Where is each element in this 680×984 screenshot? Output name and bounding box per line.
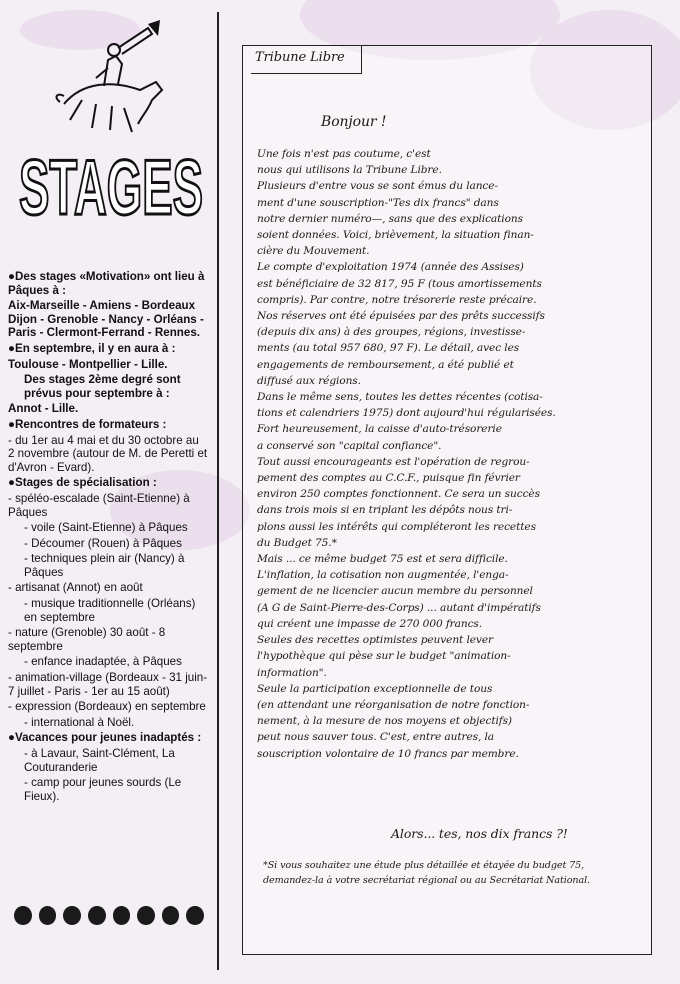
article-line: compris). Par contre, notre trésorerie reste précaire.	[257, 293, 537, 306]
article-line: environ 250 comptes fonctionnent. Ce sera un succès	[257, 488, 540, 501]
stages-list	[8, 270, 208, 805]
article-line: nous qui utilisons la Tribune Libre.	[257, 164, 442, 177]
article-line: souscription volontaire de 10 francs par membre.	[257, 747, 519, 760]
stage-item: - international à Noël.	[24, 715, 135, 729]
dot-icon	[14, 906, 32, 925]
footnote: *Si vous souhaitez une étude plus détaillée et étayée du budget 75, demandez-la à votre secrétariat régional ou au Secrétariat National.	[263, 860, 590, 886]
stage-item: - enfance inadaptée, à Pâques	[24, 655, 182, 669]
title-underline	[251, 73, 361, 74]
article-line: a conservé son "capital confiance".	[257, 439, 442, 452]
svg-text:STAGES: STAGES	[19, 144, 203, 224]
stage-item: Toulouse - Montpellier - Lille.	[8, 357, 168, 371]
article-line: information".	[257, 666, 327, 679]
stage-item: - voile (Saint-Etienne) à Pâques	[24, 521, 188, 535]
stage-item: - du 1er au 4 mai et du 30 octobre au 2 novembre (autour de M. de Peretti et d'Avron - Evard).	[8, 433, 208, 474]
article-line: (A G de Saint-Pierre-des-Corps) ... autant d'impératifs	[257, 601, 541, 614]
dot-icon	[113, 906, 131, 925]
article-line: qui créent une impasse de 270 000 francs.	[257, 617, 483, 630]
section-title: Tribune Libre	[255, 50, 345, 65]
article-line: soient données. Voici, brièvement, la situation finan-	[257, 229, 534, 242]
column-divider	[217, 12, 219, 970]
article-line: Seules des recettes optimistes peuvent lever	[257, 634, 493, 647]
stage-item: - camp pour jeunes sourds (Le Fieux).	[24, 776, 182, 803]
stage-item: - artisanat (Annot) en août	[8, 581, 143, 595]
article-line: Nos réserves ont été épuisées par des prêts successifs	[257, 310, 545, 323]
article-line: (depuis dix ans) à des groupes, régions, investisse-	[257, 326, 526, 339]
stage-item: - animation-village (Bordeaux - 31 juin-7 juillet - Paris - 1er au 15 août)	[8, 671, 208, 698]
dot-icon	[88, 906, 106, 925]
article-line: l'hypothèque qui pèse sur le budget "animation-	[257, 650, 511, 663]
article-line: engagements de remboursement, a été publié et	[257, 358, 514, 371]
article-line: diffusé aux régions.	[257, 374, 361, 387]
stage-item: - nature (Grenoble) 30 août - 8 septembre	[8, 626, 166, 653]
article-line: Une fois n'est pas coutume, c'est	[257, 148, 431, 160]
stage-item: ●Rencontres de formateurs :	[8, 417, 167, 431]
article-line: tions et calendriers 1975) dont aujourd'hui régularisées.	[257, 407, 556, 420]
horseman-trumpet-logo-icon	[52, 12, 167, 142]
article-body	[257, 146, 639, 762]
article-line: Fort heureusement, la caisse d'auto-trésorerie	[257, 423, 502, 436]
dot-icon	[186, 906, 204, 925]
dot-icon	[39, 906, 57, 925]
article-line: du Budget 75.*	[257, 536, 337, 549]
stages-heading	[16, 144, 206, 224]
stage-item: - spéléo-escalade (Saint-Etienne) à Pâques	[8, 491, 190, 519]
article-line: Plusieurs d'entre vous se sont émus du lance-	[257, 180, 498, 193]
article-line: pement des comptes au C.C.F., puisque fin février	[257, 472, 520, 485]
article-line: nement, à la mesure de nos moyens et objectifs)	[257, 715, 512, 728]
article-line: Mais ... ce même budget 75 est et sera difficile.	[257, 553, 508, 566]
stage-item: Annot - Lille.	[8, 402, 79, 416]
dot-icon	[162, 906, 180, 925]
tribune-libre-article	[242, 45, 652, 955]
greeting: Bonjour !	[321, 114, 387, 130]
article-line: Dans le même sens, toutes les dettes récentes (cotisa-	[257, 391, 543, 404]
decorative-dots	[14, 906, 204, 930]
article-line: plons aussi les intérêts qui compléteront les recettes	[257, 520, 536, 533]
article-line: cière du Mouvement.	[257, 245, 370, 258]
article-line: notre dernier numéro—, sans que des explications	[257, 212, 523, 225]
stage-item: - à Lavaur, Saint-Clément, La Couturanderie	[24, 747, 175, 774]
stage-item: - techniques plein air (Nancy) à Pâques	[24, 552, 185, 579]
article-line: Le compte d'exploitation 1974 (année des Assises)	[257, 261, 524, 274]
article-line: Seule la participation exceptionnelle de tous	[257, 682, 493, 695]
article-line: gement de ne licencier aucun membre du personnel	[257, 585, 533, 598]
article-line: ments (au total 957 680, 97 F). Le détail, avec les	[257, 342, 520, 355]
article-line: ment d'une souscription-"Tes dix francs" dans	[257, 196, 499, 209]
stage-item: Des stages 2ème degré sont prévus pour septembre à :	[24, 373, 181, 400]
article-line: L'inflation, la cotisation non augmentée, l'enga-	[257, 569, 509, 582]
stage-item: - expression (Bordeaux) en septembre	[8, 700, 206, 714]
stage-item: ●En septembre, il y en aura à :	[8, 341, 176, 355]
stage-item: ●Vacances pour jeunes inadaptés :	[8, 731, 202, 745]
article-line: est bénéficiaire de 32 817, 95 F (tous amortissements	[257, 277, 542, 290]
article-line: Tout aussi encourageants est l'opération de regrou-	[257, 455, 530, 468]
stage-item: - musique traditionnelle (Orléans) en septembre	[24, 597, 196, 624]
closing-line: Alors... tes, nos dix francs ?!	[391, 826, 568, 841]
stage-item: Aix-Marseille - Amiens - Bordeaux Dijon - Grenoble - Nancy - Orléans - Paris - Clermont-Ferrand - Rennes.	[8, 299, 204, 340]
title-box-edge	[361, 46, 362, 74]
article-line: peut nous sauver tous. C'est, entre autres, la	[257, 731, 494, 744]
dot-icon	[63, 906, 81, 925]
article-line: dans trois mois si en triplant les dépôts nous tri-	[257, 504, 513, 517]
article-line: (en attendant une réorganisation de notre fonction-	[257, 698, 530, 711]
stage-item: ●Des stages «Motivation» ont lieu à Pâques à :	[8, 270, 205, 297]
stage-item: - Découmer (Rouen) à Pâques	[24, 536, 182, 550]
stage-item: ●Stages de spécialisation :	[8, 476, 157, 490]
dot-icon	[137, 906, 155, 925]
